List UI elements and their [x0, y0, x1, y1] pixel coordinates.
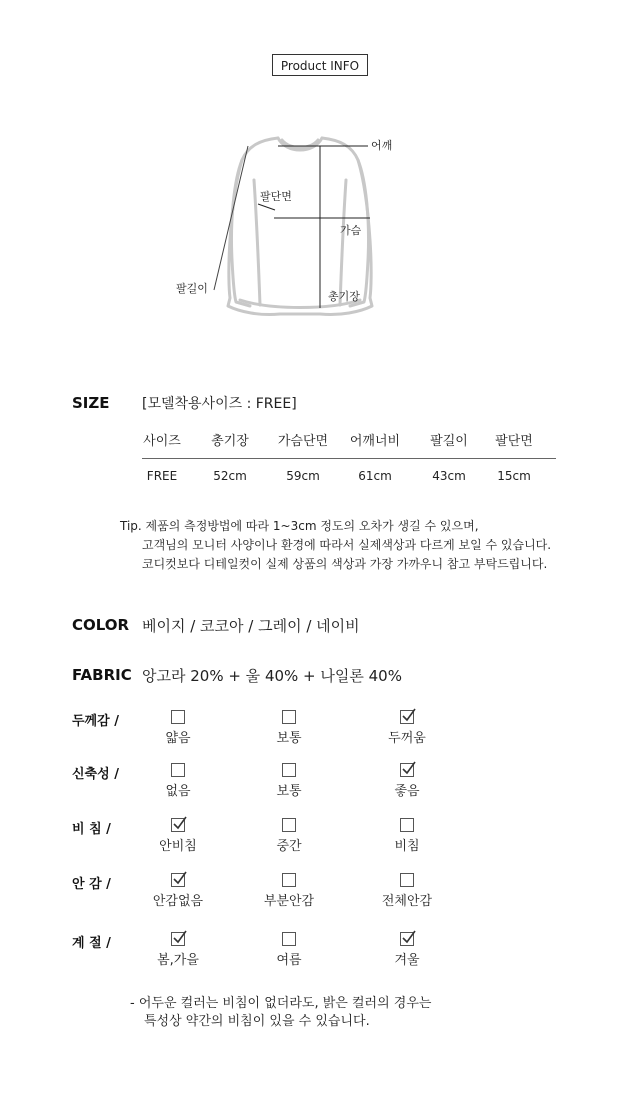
- size-section-label: SIZE: [72, 394, 110, 412]
- empty-checkbox-icon: [282, 818, 296, 832]
- tip-line-2: 고객님의 모니터 사양이나 환경에 따라서 실제색상과 다르게 보일 수 있습니다.: [142, 538, 552, 552]
- chest-label: 가슴: [340, 224, 362, 237]
- table-divider: [142, 458, 556, 459]
- empty-checkbox-icon: [282, 932, 296, 946]
- option-label: 전체안감: [381, 894, 433, 909]
- attribute-label: 비 침 /: [72, 822, 111, 837]
- size-table: [130, 430, 556, 483]
- table-header-cell: 가슴단면: [277, 434, 329, 449]
- note-line-2: 특성상 약간의 비침이 있을 수 있습니다.: [144, 1014, 370, 1029]
- attribute-option: [357, 818, 457, 854]
- attribute-option: [239, 710, 339, 746]
- fabric-section-label: FABRIC: [72, 666, 132, 684]
- option-label: 보통: [276, 784, 302, 799]
- table-header-cell: 팔길이: [430, 434, 468, 449]
- attribute-option: [128, 873, 228, 909]
- empty-checkbox-icon: [282, 710, 296, 724]
- option-label: 부분안감: [263, 894, 315, 909]
- attribute-label: 안 감 /: [72, 877, 111, 892]
- option-label: 좋음: [394, 784, 420, 799]
- checked-checkbox-icon: [400, 763, 414, 777]
- attribute-label: 두께감 /: [72, 714, 119, 729]
- note-line-1: - 어두운 컬러는 비침이 없더라도, 밝은 컬러의 경우는: [130, 996, 432, 1011]
- color-value: 베이지 / 코코아 / 그레이 / 네이비: [142, 617, 360, 635]
- total-length-label: 총기장: [328, 290, 360, 303]
- sleeve-length-label: 팔길이: [176, 282, 208, 295]
- option-label: 봄,가을: [157, 953, 199, 968]
- checked-checkbox-icon: [171, 818, 185, 832]
- attribute-option: [357, 873, 457, 909]
- attribute-option: [239, 818, 339, 854]
- option-label: 안비침: [159, 839, 197, 854]
- empty-checkbox-icon: [400, 873, 414, 887]
- attribute-option: [239, 763, 339, 799]
- tip-line-1: Tip. 제품의 측정방법에 따라 1~3cm 정도의 오차가 생길 수 있으며,: [120, 519, 479, 533]
- option-label: 없음: [165, 784, 191, 799]
- attribute-option: [128, 932, 228, 968]
- attribute-option: [128, 710, 228, 746]
- table-cell: 61cm: [358, 469, 392, 483]
- attribute-label: 계 절 /: [72, 936, 111, 951]
- option-label: 중간: [276, 839, 302, 854]
- table-header-cell: 어깨너비: [349, 434, 401, 449]
- table-cell: FREE: [146, 469, 178, 483]
- empty-checkbox-icon: [282, 763, 296, 777]
- tip-line-3: 코디컷보다 디테일컷이 실제 상품의 색상과 가장 가까우니 참고 부탁드립니다.: [142, 557, 548, 571]
- table-cell: 15cm: [497, 469, 531, 483]
- checked-checkbox-icon: [171, 932, 185, 946]
- attribute-option: [357, 710, 457, 746]
- attribute-option: [357, 932, 457, 968]
- checked-checkbox-icon: [400, 932, 414, 946]
- size-table-header: [130, 430, 556, 449]
- empty-checkbox-icon: [171, 763, 185, 777]
- table-header-cell: 총기장: [211, 434, 249, 449]
- option-label: 여름: [276, 953, 302, 968]
- color-section-label: COLOR: [72, 616, 130, 634]
- sleeve-width-label: 팔단면: [260, 190, 292, 203]
- option-label: 두꺼움: [388, 731, 426, 746]
- option-label: 비침: [394, 839, 420, 854]
- empty-checkbox-icon: [171, 710, 185, 724]
- checked-checkbox-icon: [171, 873, 185, 887]
- table-header-cell: 팔단면: [495, 434, 533, 449]
- attribute-option: [128, 818, 228, 854]
- fabric-value: 앙고라 20% + 울 40% + 나일론 40%: [142, 667, 402, 685]
- table-row: [130, 469, 556, 483]
- empty-checkbox-icon: [400, 818, 414, 832]
- option-label: 보통: [276, 731, 302, 746]
- attribute-label: 신축성 /: [72, 767, 119, 782]
- attribute-option: [239, 873, 339, 909]
- table-header-cell: 사이즈: [143, 434, 181, 449]
- attribute-option: [239, 932, 339, 968]
- table-cell: 59cm: [286, 469, 320, 483]
- checked-checkbox-icon: [400, 710, 414, 724]
- empty-checkbox-icon: [282, 873, 296, 887]
- option-label: 얇음: [165, 731, 191, 746]
- attribute-option: [128, 763, 228, 799]
- shoulder-label: 어깨: [371, 139, 393, 152]
- product-info-badge: Product INFO: [272, 54, 368, 76]
- model-size-note: [모델착용사이즈 : FREE]: [142, 396, 297, 412]
- attribute-option: [357, 763, 457, 799]
- garment-measurement-diagram: [170, 120, 430, 320]
- option-label: 안감없음: [152, 894, 204, 909]
- option-label: 겨울: [394, 953, 420, 968]
- table-cell: 52cm: [213, 469, 247, 483]
- table-cell: 43cm: [432, 469, 466, 483]
